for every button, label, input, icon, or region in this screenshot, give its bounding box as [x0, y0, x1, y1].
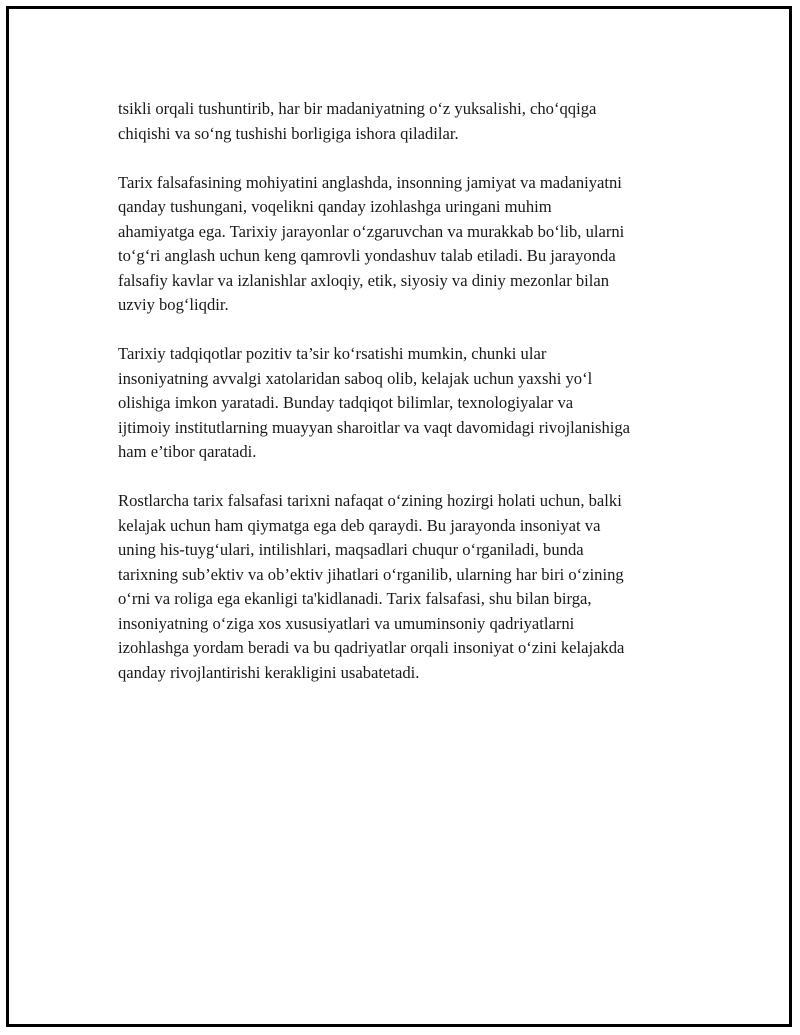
text-line: Rostlarcha tarix falsafasi tarixni nafaqat o‘zining hozirgi holati uchun, balki [118, 491, 622, 510]
text-line: insoniyatning o‘ziga xos xususiyatlari va umuminsoniy qadriyatlarni [118, 613, 575, 633]
text-line: ijtimoiy institutlarning muayyan sharoitlar va vaqt davomidagi rivojlanishiga [118, 417, 631, 437]
document-page [6, 6, 792, 1027]
text-line: falsafiy kavlar va izlanishlar axloqiy, etik, siyosiy va diniy mezonlar bilan [118, 270, 610, 290]
text-line: izohlashga yordam beradi va bu qadriyatlar orqali insoniyat o‘zini kelajakda [118, 638, 625, 657]
paragraph-1 [118, 97, 693, 146]
text-line: ham e’tibor qaratadi. [118, 442, 257, 461]
text-line: qanday rivojlantirishi kerakligini usabatetadi. [118, 662, 420, 682]
text-line: to‘g‘ri anglash uchun keng qamrovli yondashuv talab etiladi. Bu jarayonda [118, 246, 616, 265]
text-line: insoniyatning avvalgi xatolaridan saboq olib, kelajak uchun yaxshi yo‘l [118, 368, 593, 388]
text-line: Tarixiy tadqiqotlar pozitiv ta’sir ko‘rsatishi mumkin, chunki ular [118, 344, 547, 363]
paragraph-4 [118, 489, 693, 685]
text-line: Tarix falsafasining mohiyatini anglashda, insonning jamiyat va madaniyatni [118, 172, 622, 192]
text-line: qanday tushungani, voqelikni qanday izohlashga uringani muhim [118, 197, 552, 216]
text-line: chiqishi va so‘ng tushishi borligiga ishora qiladilar. [118, 123, 459, 143]
text-line: ahamiyatga ega. Tarixiy jarayonlar o‘zgaruvchan va murakkab bo‘lib, ularni [118, 221, 625, 241]
text-line: kelajak uchun ham qiymatga ega deb qaraydi. Bu jarayonda insoniyat va [118, 515, 601, 535]
text-line: tarixning sub’ektiv va ob’ektiv jihatlari o‘rganilib, ularning har biri o‘zining [118, 564, 624, 584]
document-body [118, 97, 693, 710]
paragraph-2 [118, 171, 693, 318]
text-line: tsikli orqali tushuntirib, har bir madaniyatning o‘z yuksalishi, cho‘qqiga [118, 99, 597, 118]
text-line: olishiga imkon yaratadi. Bunday tadqiqot bilimlar, texnologiyalar va [118, 393, 574, 412]
text-line: uning his-tuyg‘ulari, intilishlari, maqsadlari chuqur o‘rganiladi, bunda [118, 540, 584, 559]
text-line: o‘rni va roliga ega ekanligi ta'kidlanadi. Tarix falsafasi, shu bilan birga, [118, 589, 592, 608]
text-line: uzviy bog‘liqdir. [118, 295, 229, 314]
paragraph-3 [118, 342, 693, 465]
